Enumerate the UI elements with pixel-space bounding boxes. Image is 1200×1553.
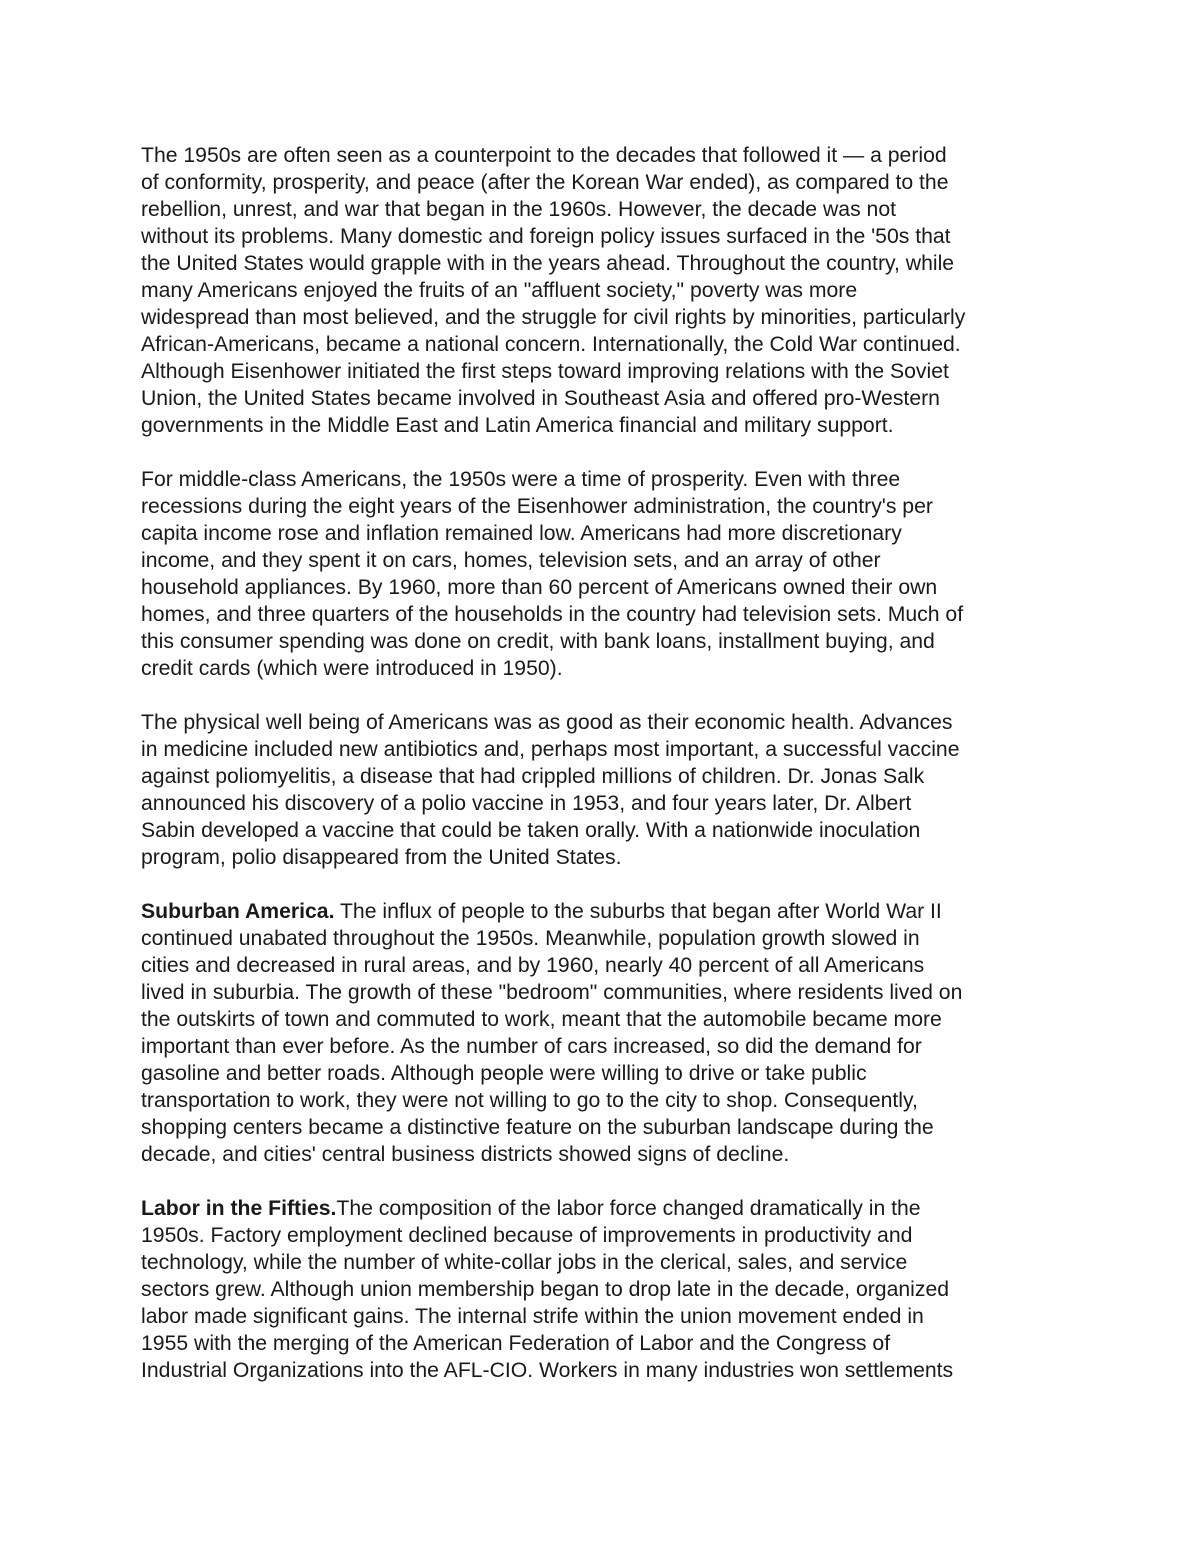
paragraph	[141, 709, 1061, 871]
text-line: credit cards (which were introduced in 1950).	[141, 657, 563, 680]
text-line: many Americans enjoyed the fruits of an "affluent society," poverty was more	[141, 279, 858, 302]
text-line: 1950s. Factory employment declined because of improvements in productivity and	[141, 1224, 913, 1247]
text-line: the outskirts of town and commuted to work, meant that the automobile became more	[141, 1008, 942, 1031]
paragraph	[141, 1195, 1061, 1384]
text-line: homes, and three quarters of the households in the country had television sets. Much of	[141, 603, 964, 626]
text-line: recessions during the eight years of the Eisenhower administration, the country's per	[141, 495, 933, 518]
text-line: continued unabated throughout the 1950s. Meanwhile, population growth slowed in	[141, 927, 920, 950]
text-line: gasoline and better roads. Although people were willing to drive or take public	[141, 1062, 867, 1085]
text-line: rebellion, unrest, and war that began in the 1960s. However, the decade was not	[141, 198, 897, 221]
text-line: sectors grew. Although union membership began to drop late in the decade, organized	[141, 1278, 950, 1301]
text-line: of conformity, prosperity, and peace (after the Korean War ended), as compared to the	[141, 171, 949, 194]
text-line: The physical well being of Americans was as good as their economic health. Advances	[141, 711, 953, 734]
text-line: Industrial Organizations into the AFL-CIO. Workers in many industries won settlements	[141, 1359, 954, 1382]
text-line	[141, 898, 1061, 925]
text-line: cities and decreased in rural areas, and by 1960, nearly 40 percent of all Americans	[141, 954, 925, 977]
text-line: widespread than most believed, and the struggle for civil rights by minorities, particularly	[141, 306, 966, 329]
document-body	[141, 142, 1061, 1411]
text-line: African-Americans, became a national concern. Internationally, the Cold War continued.	[141, 333, 961, 356]
text-line: Sabin developed a vaccine that could be taken orally. With a nationwide inoculation	[141, 819, 921, 842]
text-line: technology, while the number of white-collar jobs in the clerical, sales, and service	[141, 1251, 908, 1274]
text-line: decade, and cities' central business districts showed signs of decline.	[141, 1143, 790, 1166]
paragraph	[141, 142, 1061, 439]
text-run: The influx of people to the suburbs that began after World War II	[334, 900, 942, 923]
text-line: 1955 with the merging of the American Federation of Labor and the Congress of	[141, 1332, 891, 1355]
paragraph	[141, 466, 1061, 682]
text-line: transportation to work, they were not willing to go to the city to shop. Consequently,	[141, 1089, 918, 1112]
text-line: the United States would grapple with in the years ahead. Throughout the country, while	[141, 252, 955, 275]
text-line	[141, 1195, 1061, 1222]
section-heading: Labor in the Fifties.	[141, 1197, 337, 1220]
text-line: labor made significant gains. The internal strife within the union movement ended in	[141, 1305, 924, 1328]
paragraph	[141, 898, 1061, 1168]
text-line: governments in the Middle East and Latin America financial and military support.	[141, 414, 894, 437]
text-line: without its problems. Many domestic and foreign policy issues surfaced in the '50s that	[141, 225, 951, 248]
text-line: Although Eisenhower initiated the first steps toward improving relations with the Soviet	[141, 360, 949, 383]
text-line: shopping centers became a distinctive feature on the suburban landscape during the	[141, 1116, 934, 1139]
text-line: The 1950s are often seen as a counterpoint to the decades that followed it — a period	[141, 144, 947, 167]
text-line: For middle-class Americans, the 1950s were a time of prosperity. Even with three	[141, 468, 901, 491]
text-line: income, and they spent it on cars, homes, television sets, and an array of other	[141, 549, 881, 572]
text-run: The composition of the labor force changed dramatically in the	[336, 1197, 921, 1220]
text-line: capita income rose and inflation remained low. Americans had more discretionary	[141, 522, 902, 545]
text-line: against poliomyelitis, a disease that had crippled millions of children. Dr. Jonas Salk	[141, 765, 925, 788]
section-heading: Suburban America.	[141, 900, 335, 923]
text-line: this consumer spending was done on credit, with bank loans, installment buying, and	[141, 630, 935, 653]
text-line: lived in suburbia. The growth of these "bedroom" communities, where residents lived on	[141, 981, 963, 1004]
text-line: announced his discovery of a polio vaccine in 1953, and four years later, Dr. Albert	[141, 792, 912, 815]
text-line: program, polio disappeared from the United States.	[141, 846, 622, 869]
text-line: important than ever before. As the number of cars increased, so did the demand for	[141, 1035, 922, 1058]
text-line: in medicine included new antibiotics and, perhaps most important, a successful vaccine	[141, 738, 960, 761]
text-line: Union, the United States became involved in Southeast Asia and offered pro-Western	[141, 387, 940, 410]
text-line: household appliances. By 1960, more than 60 percent of Americans owned their own	[141, 576, 938, 599]
